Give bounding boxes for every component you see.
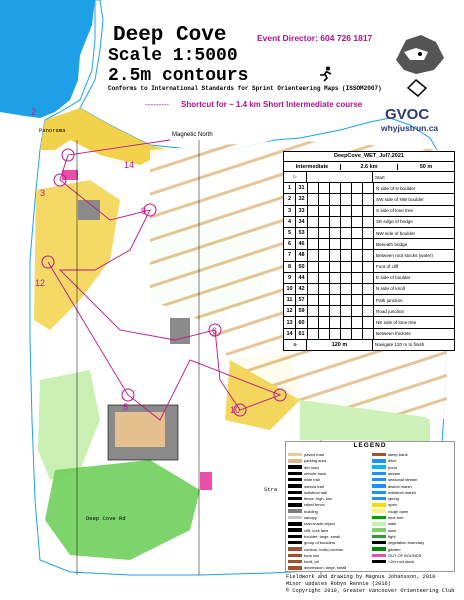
control-code: 32 bbox=[296, 194, 308, 204]
symbol-cell bbox=[352, 217, 363, 227]
symbol-cell bbox=[363, 284, 374, 294]
control-code: 33 bbox=[296, 206, 308, 216]
description-row bbox=[284, 284, 454, 295]
symbol-cell bbox=[319, 284, 330, 294]
legend-swatch bbox=[288, 459, 302, 463]
label-panorama: Panorama bbox=[39, 127, 66, 134]
control-description: NW side of boulder bbox=[376, 230, 416, 236]
legend-label: lone tree bbox=[388, 515, 404, 520]
legend-label: stream bbox=[388, 470, 401, 476]
legend-item bbox=[288, 496, 332, 501]
map-title: Deep Cove bbox=[113, 24, 227, 47]
symbol-cell bbox=[308, 217, 319, 227]
control-number: 2 bbox=[31, 107, 37, 117]
legend-swatch bbox=[288, 472, 302, 476]
legend-item bbox=[372, 465, 397, 470]
control-sequence: 9 bbox=[284, 273, 296, 283]
control-sequence: 7 bbox=[284, 250, 296, 260]
symbol-cell bbox=[352, 183, 363, 193]
control-sequence: 1 bbox=[284, 183, 296, 193]
legend-item bbox=[288, 484, 324, 489]
legend-label: rough open bbox=[388, 508, 409, 514]
legend-item bbox=[288, 452, 324, 457]
control-sequence: 4 bbox=[284, 217, 296, 227]
symbol-cell bbox=[341, 284, 352, 294]
legend-label: railed fence bbox=[304, 502, 325, 508]
legend-item bbox=[372, 540, 424, 545]
legend-swatch bbox=[288, 465, 302, 469]
control-sequence: 5 bbox=[284, 228, 296, 238]
legend-item bbox=[372, 484, 412, 489]
legend-swatch bbox=[288, 528, 302, 532]
finish-row bbox=[284, 340, 454, 350]
symbol-cell bbox=[319, 329, 330, 339]
legend-label: canopy bbox=[304, 515, 317, 520]
symbol-cell bbox=[352, 306, 363, 316]
legend-label: indistinct marsh bbox=[388, 489, 416, 495]
legend-label: group of boulders bbox=[304, 540, 336, 546]
symbol-cell bbox=[341, 250, 352, 260]
label-deep-cove-rd: Deep Cove Rd bbox=[86, 515, 126, 522]
symbol-cell bbox=[363, 228, 374, 238]
legend-label: open bbox=[388, 502, 397, 508]
control-number: 9 bbox=[141, 206, 147, 216]
description-row bbox=[284, 183, 454, 194]
out-of-bounds-north bbox=[62, 170, 78, 180]
legend-item bbox=[372, 521, 396, 526]
symbol-cell bbox=[352, 194, 363, 204]
control-number: 8 bbox=[123, 402, 129, 412]
control-description: Between thickets bbox=[376, 331, 411, 337]
control-sequence: 11 bbox=[284, 295, 296, 305]
legend-title: LEGEND bbox=[353, 442, 387, 449]
symbol-cell bbox=[308, 273, 319, 283]
legend-item bbox=[288, 490, 327, 495]
map-legend bbox=[285, 441, 455, 572]
map-standard: Conforms to International Standards for Sprint Orienteering Maps (ISSOM2007) bbox=[108, 85, 382, 92]
legend-item bbox=[372, 477, 417, 482]
symbol-cell bbox=[341, 306, 352, 316]
symbol-cell bbox=[308, 317, 319, 327]
description-row bbox=[284, 239, 454, 250]
legend-swatch bbox=[288, 491, 302, 495]
legend-item bbox=[288, 471, 326, 476]
description-rows bbox=[284, 183, 454, 340]
symbol-cell bbox=[352, 239, 363, 249]
legend-label: depression: large, small bbox=[304, 565, 347, 571]
control-description: SE edge of hedge bbox=[376, 219, 413, 225]
legend-label: paved road bbox=[304, 452, 325, 457]
symbol-cell bbox=[341, 329, 352, 339]
legend-swatch bbox=[372, 547, 386, 551]
legend-swatch bbox=[372, 541, 386, 545]
symbol-cell bbox=[341, 273, 352, 283]
control-description: N side of N boulder bbox=[376, 185, 416, 191]
symbol-cell bbox=[319, 217, 330, 227]
control-description: E side of boulder bbox=[376, 275, 411, 281]
legend-label: cliff, rock face bbox=[304, 527, 329, 533]
control-code: 34 bbox=[296, 217, 308, 227]
control-sequence: 13 bbox=[284, 317, 296, 327]
legend-item bbox=[372, 452, 408, 457]
legend-swatch bbox=[372, 472, 386, 476]
start-blank bbox=[307, 172, 373, 182]
symbol-cell bbox=[341, 194, 352, 204]
legend-label: man-made object bbox=[304, 521, 335, 527]
symbol-cell bbox=[330, 239, 341, 249]
legend-swatch bbox=[372, 516, 386, 520]
legend-item bbox=[372, 528, 396, 533]
control-description: Beneath bridge bbox=[376, 241, 408, 247]
legend-label: spring bbox=[388, 496, 399, 502]
symbol-cell bbox=[363, 206, 374, 216]
control-code: 53 bbox=[296, 228, 308, 238]
symbol-cell bbox=[308, 250, 319, 260]
legend-label: contour, index contour bbox=[304, 546, 344, 552]
legend-item bbox=[288, 528, 328, 533]
symbol-cell bbox=[319, 183, 330, 193]
control-description: NE side of lone tree bbox=[376, 320, 417, 326]
legend-swatch bbox=[372, 560, 386, 564]
legend-item bbox=[372, 496, 399, 501]
symbol-cell bbox=[352, 228, 363, 238]
legend-swatch bbox=[288, 522, 302, 526]
symbol-cell bbox=[341, 317, 352, 327]
map-contours: 2.5m contours bbox=[108, 66, 249, 86]
label-stra: Stra bbox=[264, 486, 278, 493]
symbol-cell bbox=[341, 295, 352, 305]
control-number: 6 bbox=[212, 326, 218, 336]
symbol-cell bbox=[341, 206, 352, 216]
control-number: 3 bbox=[40, 188, 46, 198]
symbol-cell bbox=[319, 194, 330, 204]
legend-swatch bbox=[372, 478, 386, 482]
symbol-cell bbox=[330, 250, 341, 260]
shortcut-dash: --------- bbox=[145, 100, 169, 109]
control-sequence: 14 bbox=[284, 329, 296, 339]
legend-label: form line bbox=[304, 552, 320, 558]
legend-swatch bbox=[372, 535, 386, 539]
control-number: 14 bbox=[124, 160, 135, 170]
legend-item bbox=[288, 565, 346, 570]
legend-label: vehicle track bbox=[304, 470, 327, 476]
legend-swatch bbox=[372, 554, 386, 558]
legend-swatch bbox=[372, 491, 386, 495]
control-description: Path junction bbox=[376, 297, 403, 303]
legend-swatch bbox=[372, 453, 386, 457]
symbol-cell bbox=[330, 273, 341, 283]
legend-label: pond bbox=[388, 464, 397, 470]
symbol-cell bbox=[319, 239, 330, 249]
start-row bbox=[284, 172, 454, 183]
control-sequence: 12 bbox=[284, 306, 296, 316]
control-code: 46 bbox=[296, 239, 308, 249]
symbol-cell bbox=[363, 250, 374, 260]
legend-swatch bbox=[288, 453, 302, 457]
legend-swatch bbox=[288, 497, 302, 501]
legend-item bbox=[372, 509, 408, 514]
legend-label: wide trail bbox=[304, 477, 320, 483]
event-director: Event Director: 604 726 1817 bbox=[257, 33, 373, 43]
legend-swatch bbox=[372, 528, 386, 532]
symbol-cell bbox=[330, 183, 341, 193]
map-scale: Scale 1:5000 bbox=[108, 46, 238, 66]
control-description: Road junction bbox=[376, 308, 405, 314]
symbol-cell bbox=[308, 306, 319, 316]
symbol-cell bbox=[308, 239, 319, 249]
start-triangle-icon: ▷ bbox=[284, 172, 307, 182]
control-description: N side of knoll bbox=[376, 286, 405, 292]
legend-item bbox=[372, 471, 400, 476]
legend-swatch bbox=[372, 465, 386, 469]
course-name: Intermediate bbox=[284, 164, 341, 170]
legend-swatch bbox=[288, 547, 302, 551]
legend-swatch bbox=[288, 554, 302, 558]
control-description: S side of lone tree bbox=[376, 208, 414, 214]
symbol-cell bbox=[352, 273, 363, 283]
control-code: 42 bbox=[296, 284, 308, 294]
control-code: 44 bbox=[296, 273, 308, 283]
legend-label: slow bbox=[388, 527, 397, 533]
description-row bbox=[284, 329, 454, 340]
symbol-cell bbox=[363, 194, 374, 204]
symbol-cell bbox=[330, 194, 341, 204]
symbol-cell bbox=[352, 317, 363, 327]
legend-label: ditch bbox=[388, 458, 397, 464]
legend-item bbox=[288, 458, 326, 463]
legend-label: steep bank bbox=[388, 452, 408, 457]
control-description-sheet bbox=[283, 151, 455, 351]
legend-label: dirt road bbox=[304, 464, 319, 470]
symbol-cell bbox=[330, 284, 341, 294]
club-url: whyjustrun.ca bbox=[381, 123, 439, 133]
description-row bbox=[284, 262, 454, 273]
symbol-cell bbox=[341, 228, 352, 238]
control-code: 59 bbox=[296, 306, 308, 316]
course-info bbox=[284, 162, 454, 172]
legend-item bbox=[372, 553, 421, 558]
symbol-cell bbox=[330, 262, 341, 272]
legend-label: seasonal stream bbox=[388, 477, 418, 483]
legend-swatch bbox=[372, 459, 386, 463]
symbol-cell bbox=[319, 295, 330, 305]
legend-item bbox=[372, 458, 396, 463]
credit-copyright: © Copyright 2010, Greater Vancouver Orienteering Club bbox=[286, 588, 455, 594]
legend-label: <2m root stock bbox=[388, 559, 415, 565]
club-name: GVOC bbox=[385, 106, 430, 123]
legend-label: garden bbox=[388, 546, 401, 552]
legend-label: parking area bbox=[304, 458, 327, 464]
symbol-cell bbox=[308, 183, 319, 193]
symbol-cell bbox=[330, 317, 341, 327]
symbol-cell bbox=[330, 228, 341, 238]
legend-item bbox=[288, 509, 318, 514]
description-row bbox=[284, 306, 454, 317]
symbol-cell bbox=[363, 183, 374, 193]
legend-label: fence: high, low bbox=[304, 496, 332, 502]
legend-item bbox=[288, 534, 340, 539]
legend-label: walk bbox=[388, 521, 397, 527]
symbol-cell bbox=[308, 194, 319, 204]
control-code: 31 bbox=[296, 183, 308, 193]
symbol-cell bbox=[352, 206, 363, 216]
legend-item bbox=[372, 547, 400, 552]
legend-swatch bbox=[372, 503, 386, 507]
symbol-cell bbox=[363, 262, 374, 272]
legend-item bbox=[372, 559, 414, 564]
control-code: 61 bbox=[296, 329, 308, 339]
course-length: 2.6 km bbox=[341, 164, 398, 170]
legend-swatch bbox=[288, 566, 302, 570]
legend-swatch bbox=[288, 535, 302, 539]
symbol-cell bbox=[341, 183, 352, 193]
runner-icon bbox=[318, 66, 334, 82]
symbol-cell bbox=[319, 317, 330, 327]
symbol-cell bbox=[319, 306, 330, 316]
description-row bbox=[284, 250, 454, 261]
credit-updates: Minor updates Robyn Rennie (2016) bbox=[286, 581, 391, 587]
legend-label: vegetation boundary bbox=[388, 540, 425, 546]
legend-swatch bbox=[288, 509, 302, 513]
legend-swatch bbox=[288, 541, 302, 545]
symbol-cell bbox=[363, 217, 374, 227]
symbol-cell bbox=[319, 273, 330, 283]
symbol-cell bbox=[330, 306, 341, 316]
finish-icon: ⊗ bbox=[284, 340, 307, 350]
legend-item bbox=[288, 502, 325, 507]
description-row bbox=[284, 317, 454, 328]
legend-swatch bbox=[288, 478, 302, 482]
control-sequence: 10 bbox=[284, 284, 296, 294]
description-row bbox=[284, 228, 454, 239]
legend-item bbox=[288, 540, 335, 545]
symbol-cell bbox=[308, 262, 319, 272]
legend-swatch bbox=[372, 484, 386, 488]
control-code: 60 bbox=[296, 317, 308, 327]
description-row bbox=[284, 206, 454, 217]
legend-item bbox=[288, 553, 319, 558]
control-sequence: 8 bbox=[284, 262, 296, 272]
legend-item bbox=[288, 477, 320, 482]
control-sequence: 2 bbox=[284, 194, 296, 204]
control-description: Between root stocks (water) bbox=[376, 252, 433, 258]
symbol-cell bbox=[330, 295, 341, 305]
legend-item bbox=[372, 534, 396, 539]
legend-swatch bbox=[288, 503, 302, 507]
legend-item bbox=[288, 465, 319, 470]
symbol-cell bbox=[308, 206, 319, 216]
credit-fieldwork: Fieldwork and drawing by Magnus Johansson, 2010 bbox=[286, 574, 436, 580]
symbol-cell bbox=[319, 228, 330, 238]
control-description: Foot of cliff bbox=[376, 264, 399, 270]
finish-distance: 120 m bbox=[307, 340, 373, 350]
shortcut-note: Shortcut for ~ 1.4 km Short Intermediate course bbox=[181, 100, 363, 109]
legend-item bbox=[372, 515, 404, 520]
control-number: 12 bbox=[35, 278, 46, 288]
symbol-cell bbox=[352, 250, 363, 260]
legend-label: building bbox=[304, 508, 318, 514]
magnetic-north-label: Magnetic North bbox=[172, 132, 213, 138]
symbol-cell bbox=[352, 284, 363, 294]
symbol-cell bbox=[308, 329, 319, 339]
control-code: 57 bbox=[296, 295, 308, 305]
legend-label: boulder: large, small bbox=[304, 533, 341, 539]
finish-text: Navigate 120 m to finish bbox=[375, 342, 425, 348]
control-description: SW side of NW boulder bbox=[376, 196, 424, 202]
legend-item bbox=[288, 559, 319, 564]
legend-label: indistinct trail bbox=[304, 489, 328, 495]
control-sequence: 6 bbox=[284, 239, 296, 249]
symbol-cell bbox=[319, 206, 330, 216]
symbol-cell bbox=[319, 262, 330, 272]
course-climb: 50 m bbox=[419, 163, 433, 170]
legend-item bbox=[372, 490, 416, 495]
legend-item bbox=[372, 502, 397, 507]
symbol-cell bbox=[363, 273, 374, 283]
symbol-cell bbox=[352, 295, 363, 305]
control-number: 10 bbox=[230, 405, 241, 415]
symbol-cell bbox=[363, 329, 374, 339]
legend-swatch bbox=[372, 497, 386, 501]
symbol-cell bbox=[363, 239, 374, 249]
symbol-cell bbox=[352, 262, 363, 272]
symbol-cell bbox=[363, 306, 374, 316]
control-code: 50 bbox=[296, 262, 308, 272]
school-field bbox=[115, 412, 165, 447]
building-centre bbox=[170, 318, 190, 344]
legend-item bbox=[288, 515, 317, 520]
legend-item bbox=[288, 547, 343, 552]
symbol-cell bbox=[308, 295, 319, 305]
description-row bbox=[284, 273, 454, 284]
legend-label: fight bbox=[388, 533, 396, 539]
out-of-bounds-south bbox=[200, 472, 212, 490]
symbol-cell bbox=[363, 295, 374, 305]
symbol-cell bbox=[308, 228, 319, 238]
legend-label: district marsh bbox=[388, 483, 412, 489]
legend-swatch bbox=[288, 516, 302, 520]
start-text: Start bbox=[375, 174, 385, 180]
symbol-cell bbox=[308, 284, 319, 294]
symbol-cell bbox=[330, 217, 341, 227]
legend-swatch bbox=[372, 509, 386, 513]
control-sequence: 3 bbox=[284, 206, 296, 216]
symbol-cell bbox=[341, 239, 352, 249]
symbol-cell bbox=[352, 329, 363, 339]
symbol-cell bbox=[341, 262, 352, 272]
legend-item bbox=[288, 521, 335, 526]
symbol-cell bbox=[330, 329, 341, 339]
control-code: 48 bbox=[296, 250, 308, 260]
legend-label: OUT OF BOUNDS bbox=[388, 552, 422, 558]
description-row bbox=[284, 194, 454, 205]
legend-swatch bbox=[288, 484, 302, 488]
description-row bbox=[284, 217, 454, 228]
symbol-cell bbox=[330, 206, 341, 216]
legend-swatch bbox=[288, 560, 302, 564]
symbol-cell bbox=[363, 317, 374, 327]
legend-label: narrow trail bbox=[304, 483, 324, 489]
description-row bbox=[284, 295, 454, 306]
symbol-cell bbox=[319, 250, 330, 260]
sheet-title: DeepCove_WET_Jul7.2021 bbox=[284, 152, 454, 162]
symbol-cell bbox=[341, 217, 352, 227]
legend-label: knoll, pit bbox=[304, 559, 319, 565]
gvoc-logo-icon bbox=[386, 30, 450, 100]
legend-swatch bbox=[372, 522, 386, 526]
